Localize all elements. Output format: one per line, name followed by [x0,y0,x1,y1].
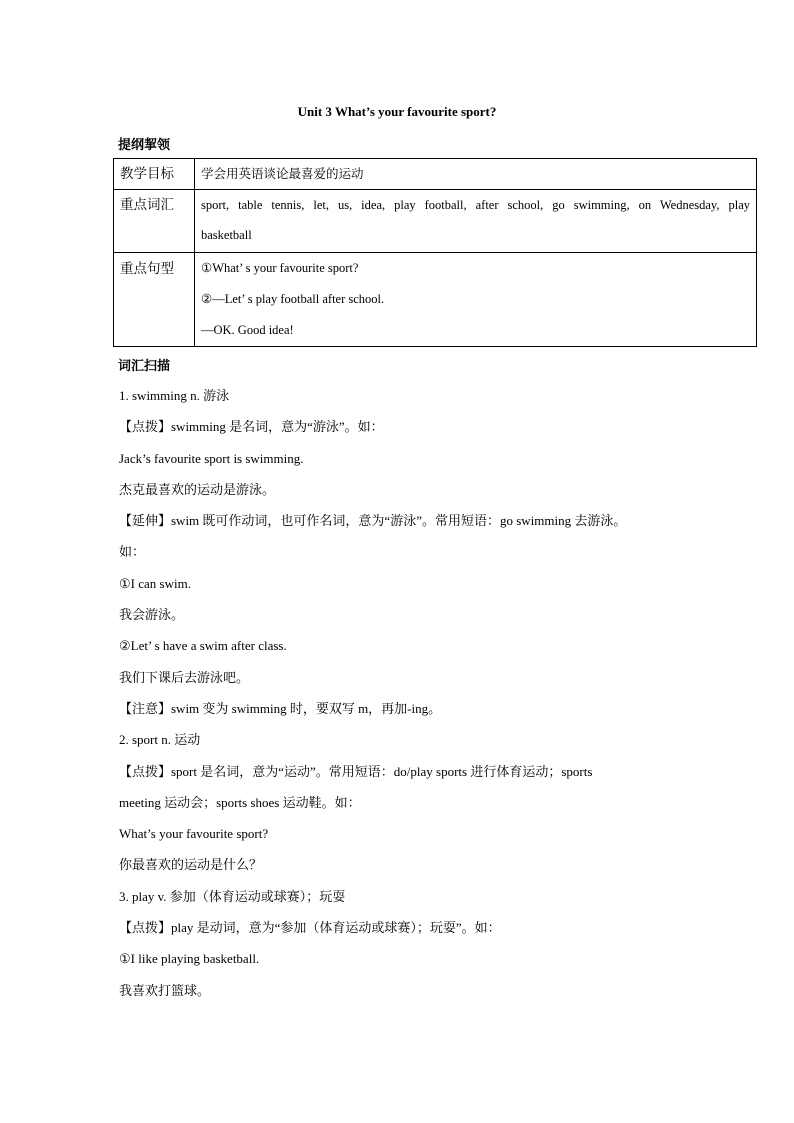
text-line: 【点拨】play 是动词，意为“参加（体育运动或球赛）；玩耍”。如： [119,920,501,936]
text-line: ①I can swim. [119,575,191,591]
text-line: 【延伸】swim 既可作动词，也可作名词，意为“游泳”。常用短语：go swimming 去游泳。 [119,513,627,529]
text-line: 【注意】swim 变为 swimming 时，要双写 m，再加-ing。 [119,700,442,716]
vocab-line: sport, table tennis, let, us, idea, play football, after school, go swimming, on Wednesday, play [201,198,750,212]
text-line: 1. swimming n. 游泳 [119,388,230,403]
text-line: 杰克最喜欢的运动是游泳。 [119,481,276,497]
vocab-line: basketball [201,228,252,242]
text-line: 我会游泳。 [119,607,185,623]
text-line: 【点拨】swimming 是名词，意为“游泳”。如： [119,419,384,435]
section-heading-outline: 提纲挈领 [118,137,171,152]
table-content-cell [195,253,757,347]
table-row [114,190,757,253]
text-line: What’s your favourite sport? [119,826,269,842]
table-label-cell: 教学目标 [114,159,195,190]
table-label-cell: 重点词汇 [114,190,195,253]
text-line: ②Let’ s have a swim after class. [119,638,287,654]
vocab-body [119,380,679,1006]
text-line: 我们下课后去游泳吧。 [119,669,250,685]
section-heading-vocab: 词汇扫描 [118,358,171,373]
text-line: 我喜欢打篮球。 [119,982,211,998]
sentence-pattern-line: —OK. Good idea! [201,323,294,337]
sentence-pattern-line: ①What’ s your favourite sport? [201,261,359,275]
text-line: 2. sport n. 运动 [119,732,201,748]
table-row [114,253,757,347]
text-line: Jack’s favourite sport is swimming. [119,450,304,466]
outline-table [113,158,757,347]
text-line: 如： [119,544,146,560]
text-line: 【点拨】sport 是名词，意为“运动”。常用短语：do/play sports 进行体育运动；sports [119,763,593,779]
text-line: 你最喜欢的运动是什么？ [119,857,263,873]
document-title: Unit 3 What’s your favourite sport? [297,104,497,119]
table-row [114,159,757,190]
table-content-cell: 学会用英语谈论最喜爱的运动 [195,159,757,190]
text-line: 3. play v. 参加（体育运动或球赛）；玩耍 [119,888,346,904]
text-line: ①I like playing basketball. [119,951,260,967]
sentence-pattern-line: ②—Let’ s play football after school. [201,292,385,306]
text-line: meeting 运动会；sports shoes 运动鞋。如： [119,794,361,810]
table-content-cell [195,190,757,253]
table-label-cell: 重点句型 [114,253,195,347]
